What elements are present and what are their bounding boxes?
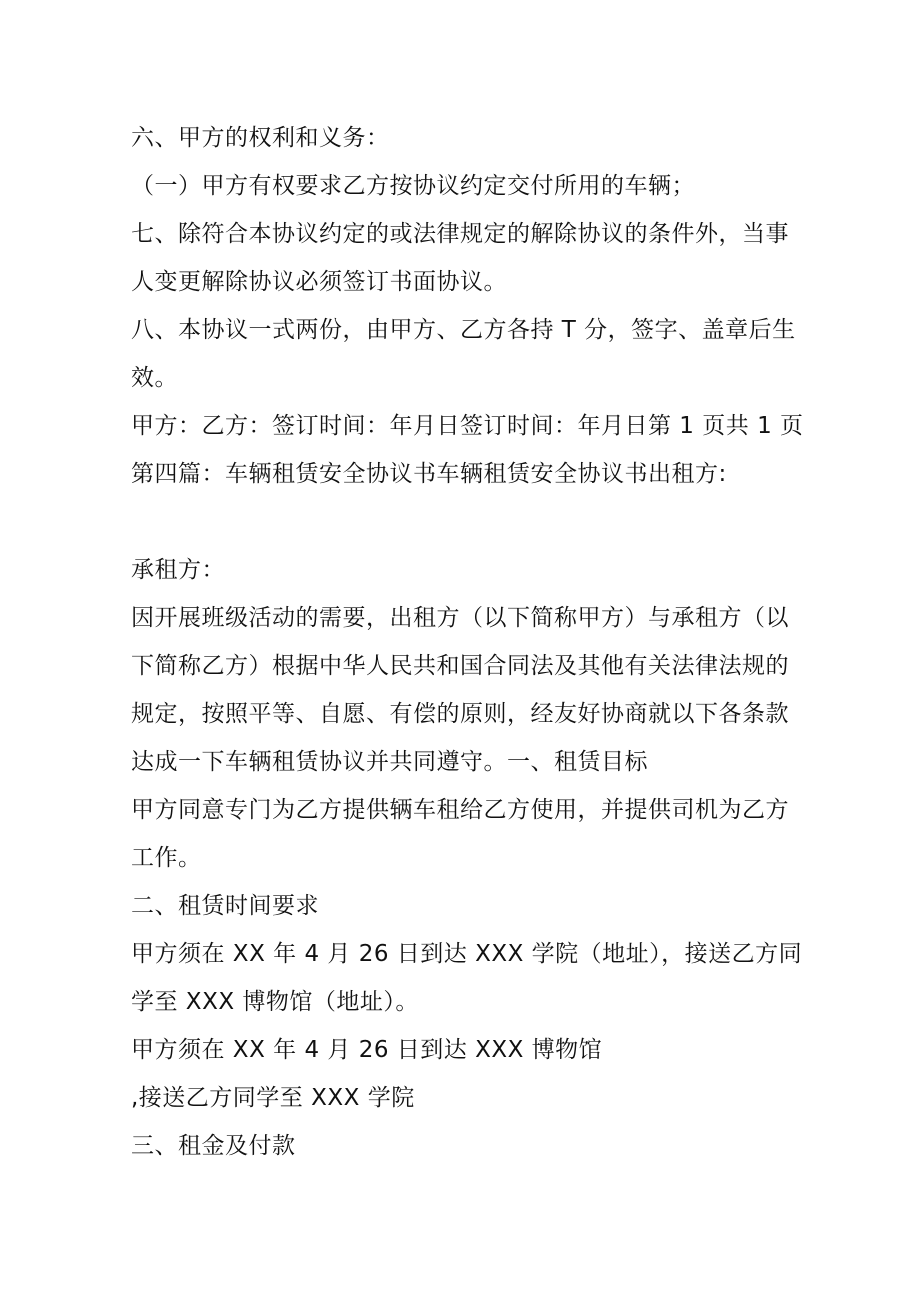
section-7-text-line-1: 七、除符合本协议约定的或法律规定的解除协议的条件外，当事	[131, 221, 789, 247]
section-6-heading: 六、甲方的权利和义务：	[131, 125, 390, 151]
lease-time-line-3: 甲方须在 XX 年 4 月 26 日到达 XXX 博物馆	[131, 1037, 603, 1063]
section-3-heading: 三、租金及付款	[131, 1133, 296, 1159]
preamble-line-4: 达成一下车辆租赁协议并共同遵守。一、租赁目标	[131, 749, 648, 775]
lessee-label: 承租方：	[131, 557, 225, 583]
section-2-heading: 二、租赁时间要求	[131, 893, 319, 919]
lease-target-line-1: 甲方同意专门为乙方提供辆车租给乙方使用，并提供司机为乙方	[131, 797, 789, 823]
lease-time-line-4: ,接送乙方同学至 XXX 学院	[131, 1085, 415, 1111]
lease-time-line-1: 甲方须在 XX 年 4 月 26 日到达 XXX 学院（地址），接送乙方同	[131, 941, 803, 967]
part-4-title: 第四篇：车辆租赁安全协议书车辆租赁安全协议书出租方:	[131, 461, 727, 487]
section-8-text-line-1: 八、本协议一式两份，由甲方、乙方各持 T 分，签字、盖章后生	[131, 317, 796, 343]
lease-time-line-2: 学至 XXX 博物馆（地址）。	[131, 989, 419, 1015]
blank-line	[131, 498, 791, 546]
section-6-item-1: （一）甲方有权要求乙方按协议约定交付所用的车辆；	[131, 173, 695, 199]
section-8-text-line-2: 效。	[131, 365, 178, 391]
signature-line: 甲方：乙方：签订时间：年月日签订时间：年月日第 1 页共 1 页	[131, 413, 804, 439]
lease-target-line-2: 工作。	[131, 845, 202, 871]
preamble-line-2: 下简称乙方）根据中华人民共和国合同法及其他有关法律法规的	[131, 653, 789, 679]
document-body	[131, 114, 804, 1170]
section-7-text-line-2: 人变更解除协议必须签订书面协议。	[131, 269, 507, 295]
preamble-line-3: 规定，按照平等、自愿、有偿的原则，经友好协商就以下各条款	[131, 701, 789, 727]
preamble-line-1: 因开展班级活动的需要，出租方（以下简称甲方）与承租方（以	[131, 605, 789, 631]
